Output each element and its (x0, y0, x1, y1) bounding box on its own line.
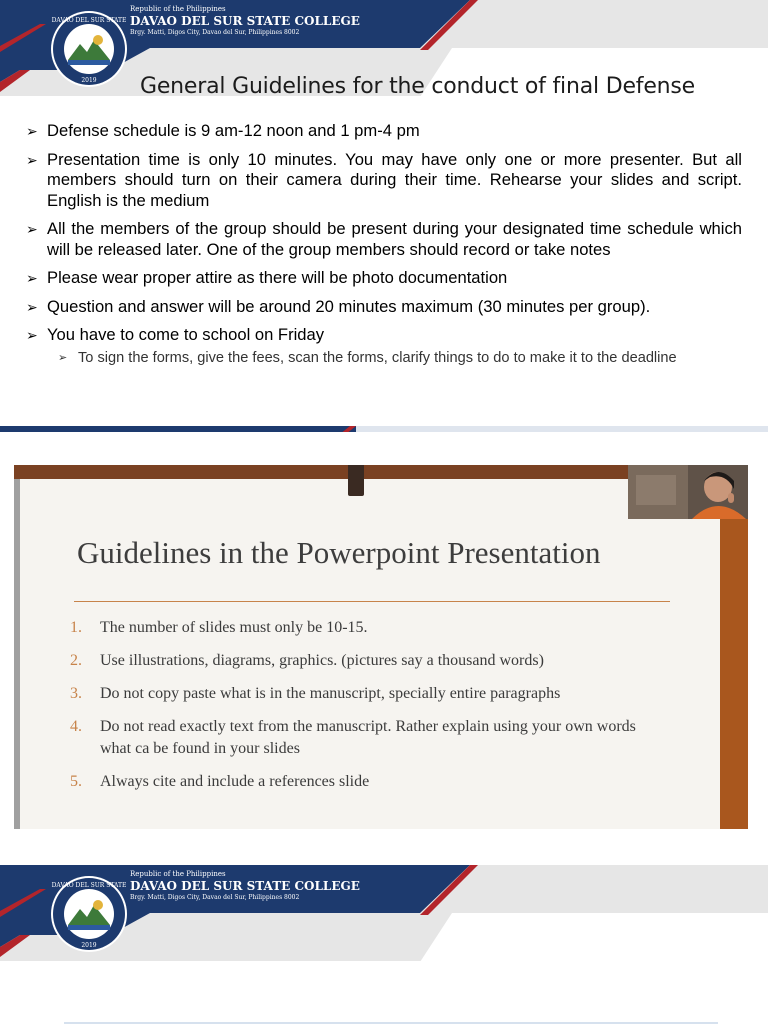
list-item: 2. Use illustrations, diagrams, graphics. (pictures say a thousand words) (70, 652, 544, 669)
arrow-bullet-icon: ➢ (26, 270, 38, 286)
sub-bullet-item: ➢ To sign the forms, give the fees, scan the forms, clarify things to do to make it to the deadline (58, 349, 677, 366)
republic-text: Republic of the Philippines (130, 5, 226, 13)
bullet-item: ➢ Question and answer will be around 20 minutes maximum (30 minutes per group). (26, 296, 651, 316)
college-address: Brgy. Matti, Digos City, Davao del Sur, Philippines 8002 (130, 894, 300, 901)
webcam-thumbnail (628, 465, 748, 519)
slide-powerpoint-guidelines (14, 465, 748, 829)
svg-text:DAVAO DEL SUR STATE: DAVAO DEL SUR STATE (51, 882, 127, 889)
seal-year: 2019 (81, 942, 97, 949)
bullet-item: ➢ Defense schedule is 9 am-12 noon and 1 pm-4 pm (26, 121, 420, 140)
list-item: 5. Always cite and include a references slide (70, 773, 370, 790)
slide-defense-guidelines (0, 0, 768, 432)
college-seal-logo (50, 10, 128, 88)
bullet-item: ➢ Please wear proper attire as there will be photo documentation (26, 268, 508, 287)
footer-band (0, 426, 768, 432)
college-name: DAVAO DEL SUR STATE COLLEGE (130, 879, 360, 893)
header-text-block (130, 5, 360, 37)
title-divider (74, 601, 670, 602)
bullet-item: ➢ All the members of the group should be present during your designated time schedule which will be released later. One of the group members should record or take notes (26, 219, 742, 259)
bullet-item: ➢ You have to come to school on Friday ➢ To sign the forms, give the fees, scan the forms, clarify things to do to make it to the deadline (26, 325, 742, 367)
list-item: 1. The number of slides must only be 10-15. (70, 619, 368, 636)
list-item: 4. Do not read exactly text from the manuscript. Rather explain using your own words what ca be found in your slides (70, 718, 636, 757)
college-seal-logo (50, 875, 128, 953)
numbered-guideline-list (70, 617, 670, 804)
arrow-bullet-icon: ➢ (26, 151, 38, 168)
republic-text: Republic of the Philippines (130, 870, 226, 878)
arrow-bullet-icon: ➢ (26, 221, 38, 237)
slide-title: Guidelines in the Powerpoint Presentation (77, 535, 601, 570)
board-clip (348, 465, 364, 496)
college-address: Brgy. Matti, Digos City, Davao del Sur, Philippines 8002 (130, 29, 300, 36)
college-name: DAVAO DEL SUR STATE COLLEGE (130, 14, 360, 28)
guideline-bullet-list (26, 121, 742, 375)
header-text-block (130, 870, 360, 902)
slide-title: General Guidelines for the conduct of final Defense (140, 74, 696, 99)
seal-year: 2019 (81, 77, 97, 84)
arrow-bullet-icon: ➢ (26, 123, 38, 139)
arrow-bullet-icon: ➢ (26, 298, 38, 315)
bullet-item: ➢ Presentation time is only 10 minutes. You may have only one or more presenter. But all members should turn on their camera during their time. Rehearse your slides and script. English is the medium (26, 149, 742, 210)
arrow-bullet-icon: ➢ (26, 327, 38, 343)
arrow-bullet-icon: ➢ (58, 351, 68, 364)
slide-header-only (0, 865, 768, 1024)
sub-bullet-list (47, 349, 742, 367)
svg-text:DAVAO DEL SUR STATE: DAVAO DEL SUR STATE (51, 17, 127, 24)
list-item: 3. Do not copy paste what is in the manuscript, specially entire paragraphs (70, 685, 561, 702)
